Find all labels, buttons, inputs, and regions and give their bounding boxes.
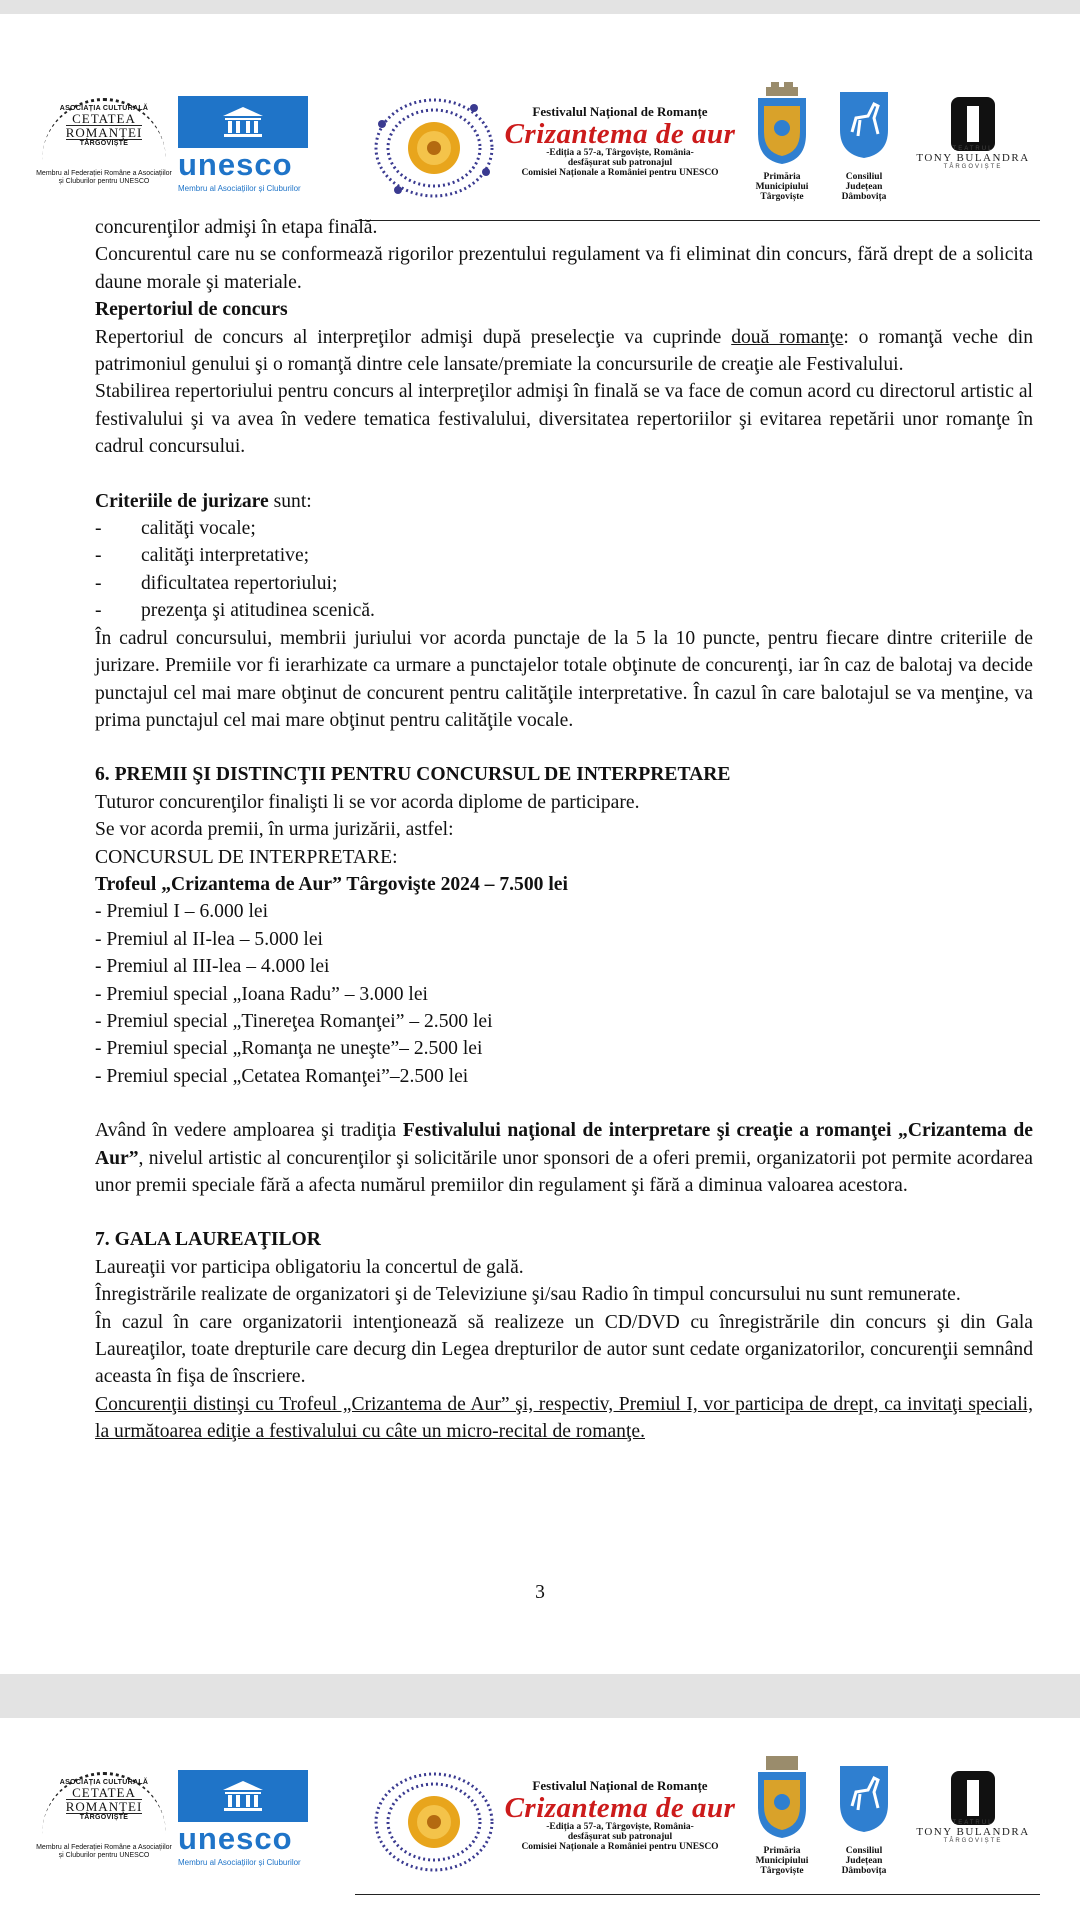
- primaria-label-3: Târgoviște: [760, 1866, 804, 1876]
- cetatea-romantei-logo: [36, 1772, 172, 1860]
- teatru-city: TÂRGOVIȘTE: [943, 1838, 1003, 1844]
- section-heading-6: 6. PREMII ŞI DISTINCŢII PENTRU CONCURSUL DE INTERPRETARE: [95, 764, 731, 786]
- teatru-label: [914, 146, 1032, 170]
- prize-item: - Premiul I – 6.000 lei: [95, 901, 269, 923]
- list-item: [95, 515, 1033, 542]
- paragraph: [95, 324, 1033, 379]
- prize-item: - Premiul special „Cetatea Romanţei”–2.500 lei: [95, 1065, 469, 1087]
- text-run: sunt:: [268, 490, 312, 512]
- document-body: [95, 214, 1033, 1446]
- assoc-city: TÂRGOVIȘTE: [79, 140, 129, 147]
- chrysanthemum-logo-icon: [370, 94, 498, 202]
- text-run: Repertoriul de concurs al interpreţilor admişi după preselecţie va cuprinde: [95, 326, 732, 348]
- text-run: , nivelul artistic al concurenţilor şi solicitările unor sponsori de a oferi premii, organizatorii pot permite acordarea unor premii speciale fără a afecta numărul premiilor din regulament şi fără a diminua valoarea acestora.: [95, 1147, 1033, 1196]
- festival-title-block: [502, 104, 738, 178]
- paragraph: CONCURSUL DE INTERPRETARE:: [95, 846, 398, 868]
- paragraph: concurenţilor admişi în etapa finală.: [95, 217, 378, 238]
- festival-commission: Comisiei Naționale a României pentru UNESCO: [521, 1842, 719, 1852]
- primaria-label-2: Municipiului: [755, 182, 809, 192]
- teatru-label-top: TEATRUL: [952, 146, 994, 152]
- criteria-heading: Criteriile de jurizare: [95, 490, 269, 512]
- paragraph: În cadrul concursului, membrii juriului vor acorda punctaje de la 5 la 10 puncte, pentru fiecare dintre criteriile de jurizare. Premiile vor fi ierarhizate ca urmare a punctajelor totale obţinute de concurenţi, iar în caz de balotaj va decide punctajul cel mai mare obţinut de concurent pentru calităţile interpretative. În cazul în care balotajul se va menţine, va prima punctajul cel mai mare obţinut pentru calităţile vocale.: [95, 627, 1033, 731]
- unesco-wordmark: unesco: [178, 147, 293, 182]
- unesco-logo: [178, 1770, 308, 1867]
- assoc-name-line1: CETATEA: [72, 111, 136, 126]
- teatru-logo-icon: [950, 96, 996, 152]
- festival-brand: Crizantema de aur: [504, 1792, 736, 1824]
- next-document-page: [0, 1718, 1080, 1928]
- consiliul-label-2: Județean: [845, 1856, 883, 1866]
- consiliul-label-1: Consiliul: [845, 1846, 883, 1856]
- bullet-dash: -: [95, 572, 102, 594]
- teatru-name: TONY BULANDRA: [916, 152, 1030, 164]
- bullet-dash: -: [95, 545, 102, 567]
- unesco-subtitle: Membru al Asociațiilor și Cluburilor: [178, 1858, 301, 1867]
- paragraph: [95, 1117, 1033, 1199]
- primaria-label-3: Târgoviște: [760, 192, 804, 202]
- assoc-city: TÂRGOVIȘTE: [79, 1814, 129, 1821]
- paragraph: Înregistrările realizate de organizatori şi de Televiziune şi/sau Radio în timpul concursului nu sunt remunerate.: [95, 1284, 961, 1306]
- unesco-temple-icon: [178, 1770, 308, 1822]
- criteria-text: dificultatea repertoriului;: [141, 572, 338, 594]
- primaria-label-2: Municipiului: [755, 1856, 809, 1866]
- prize-item: - Premiul special „Romanţa ne uneşte”– 2.500 lei: [95, 1038, 483, 1060]
- assoc-note: Membru al Federației Române a Asociațiilor și Cluburilor pentru UNESCO: [36, 170, 172, 185]
- teatru-label: [914, 1820, 1032, 1844]
- unesco-wordmark: unesco: [178, 1821, 293, 1856]
- prize-item: - Premiul special „Ioana Radu” – 3.000 lei: [95, 983, 428, 1005]
- list-item: [95, 597, 1033, 624]
- unesco-temple-icon: [178, 96, 308, 148]
- text-run: Având în vedere amploarea şi tradiţia: [95, 1120, 403, 1142]
- festival-title-block: [502, 1778, 738, 1852]
- teatru-logo-icon: [950, 1770, 996, 1826]
- list-item: [95, 570, 1033, 597]
- primaria-crest-icon: [754, 1754, 810, 1840]
- bold-text: Festivalului naţional de interpretare şi creaţie a romanţei „Crizantema de Aur”: [95, 1120, 1034, 1169]
- paragraph: Concurentul care nu se conformează rigorilor prezentului regulament va fi eliminat din concurs, fără drept de a solicita daune morale şi materiale.: [95, 244, 1033, 293]
- teatru-city: TÂRGOVIȘTE: [943, 164, 1003, 170]
- consiliul-label-1: Consiliul: [845, 172, 883, 182]
- page-header: [0, 1748, 1080, 1898]
- underlined-paragraph: Concurenţii distinşi cu Trofeul „Crizantema de Aur” şi, respectiv, Premiul I, vor participa de drept, ca invitaţi speciali, la următoarea ediţie a festivalului cu câte un micro-recital de romanţe.: [95, 1393, 1033, 1443]
- paragraph: În cazul în care organizatorii intenţionează să realizeze un CD/DVD cu înregistrările din concurs şi din Gala Laureaţilor, toate drepturile care decurg din Legea drepturilor de autor sunt cedate organizatorilor, concurenţii semnând aceasta în fişa de înscriere.: [95, 1311, 1033, 1388]
- paragraph: Stabilirea repertoriului pentru concurs al interpreţilor admişi în finală se va face de comun acord cu directorul artistic al festivalului şi va avea în vedere tematica festivalului, diversitatea repertoriilor şi evitarea repetării unor romanţe în cadrul concursului.: [95, 381, 1033, 458]
- paragraph: Tuturor concurenţilor finalişti li se vor acorda diplome de participare.: [95, 791, 640, 813]
- criteria-intro: [95, 488, 1033, 515]
- document-page: [0, 14, 1080, 1674]
- section-heading-7: 7. GALA LAUREAŢILOR: [95, 1229, 321, 1251]
- consiliul-crest-icon: [838, 1764, 890, 1834]
- assoc-name-line2: ROMANȚEI: [65, 1799, 143, 1814]
- list-item: [95, 542, 1033, 569]
- text-run: : o romanţă veche din patrimoniul genului şi o romanţă dintre cele lansate/premiate la concursurile de creaţie ale Festivalului.: [95, 326, 1033, 376]
- criteria-text: prezenţa şi atitudinea scenică.: [141, 600, 375, 622]
- prize-item: - Premiul al II-lea – 5.000 lei: [95, 928, 323, 950]
- festival-edition: -Ediția a 57-a, Târgoviște, România-: [546, 148, 694, 158]
- bullet-dash: -: [95, 518, 102, 540]
- trophy-line: Trofeul „Crizantema de Aur” Târgovişte 2024 – 7.500 lei: [95, 873, 568, 895]
- teatru-label-top: TEATRUL: [952, 1820, 994, 1826]
- consiliul-label-3: Dâmbovița: [841, 1866, 887, 1876]
- primaria-label-1: Primăria: [763, 172, 801, 182]
- paragraph: Laureaţii vor participa obligatoriu la concertul de gală.: [95, 1256, 524, 1278]
- prize-item: - Premiul al III-lea – 4.000 lei: [95, 956, 330, 978]
- assoc-name-line1: CETATEA: [72, 1785, 136, 1800]
- consiliul-label-3: Dâmbovița: [841, 192, 887, 202]
- underlined-text: două romanţe: [731, 326, 844, 348]
- section-heading-repertoriu: Repertoriul de concurs: [95, 299, 288, 321]
- festival-brand: Crizantema de aur: [504, 118, 736, 150]
- festival-name: Festivalul Național de Romanțe: [532, 1778, 708, 1793]
- criteria-text: calităţi vocale;: [141, 518, 256, 540]
- consiliul-label-2: Județean: [845, 182, 883, 192]
- primaria-label-1: Primăria: [763, 1846, 801, 1856]
- criteria-text: calităţi interpretative;: [141, 545, 310, 567]
- chrysanthemum-logo-icon: [370, 1768, 498, 1876]
- bullet-dash: -: [95, 600, 102, 622]
- header-divider: [355, 1894, 1040, 1895]
- unesco-logo: [178, 96, 308, 193]
- paragraph: Se vor acorda premii, în urma jurizării, astfel:: [95, 819, 454, 841]
- cetatea-romantei-logo: [36, 98, 172, 186]
- assoc-note: Membru al Federației Române a Asociațiilor și Cluburilor pentru UNESCO: [36, 1844, 172, 1859]
- teatru-name: TONY BULANDRA: [916, 1826, 1030, 1838]
- festival-name: Festivalul Național de Romanțe: [532, 104, 708, 119]
- consiliul-crest-icon: [838, 90, 890, 160]
- prize-item: - Premiul special „Tinereţea Romanţei” – 2.500 lei: [95, 1010, 493, 1032]
- festival-edition: -Ediția a 57-a, Târgoviște, România-: [546, 1822, 694, 1832]
- page-header: [0, 74, 1080, 224]
- festival-commission: Comisiei Naționale a României pentru UNESCO: [521, 168, 719, 178]
- festival-patronage: desfășurat sub patronajul: [567, 1832, 673, 1842]
- assoc-label: ASOCIAȚIA CULTURALĂ: [59, 1779, 149, 1786]
- assoc-label: ASOCIAȚIA CULTURALĂ: [59, 105, 149, 112]
- primaria-crest-icon: [754, 80, 810, 166]
- assoc-name-line2: ROMANȚEI: [65, 125, 143, 140]
- festival-patronage: desfășurat sub patronajul: [567, 158, 673, 168]
- page-number: 3: [535, 1582, 545, 1603]
- unesco-subtitle: Membru al Asociațiilor și Cluburilor: [178, 184, 301, 193]
